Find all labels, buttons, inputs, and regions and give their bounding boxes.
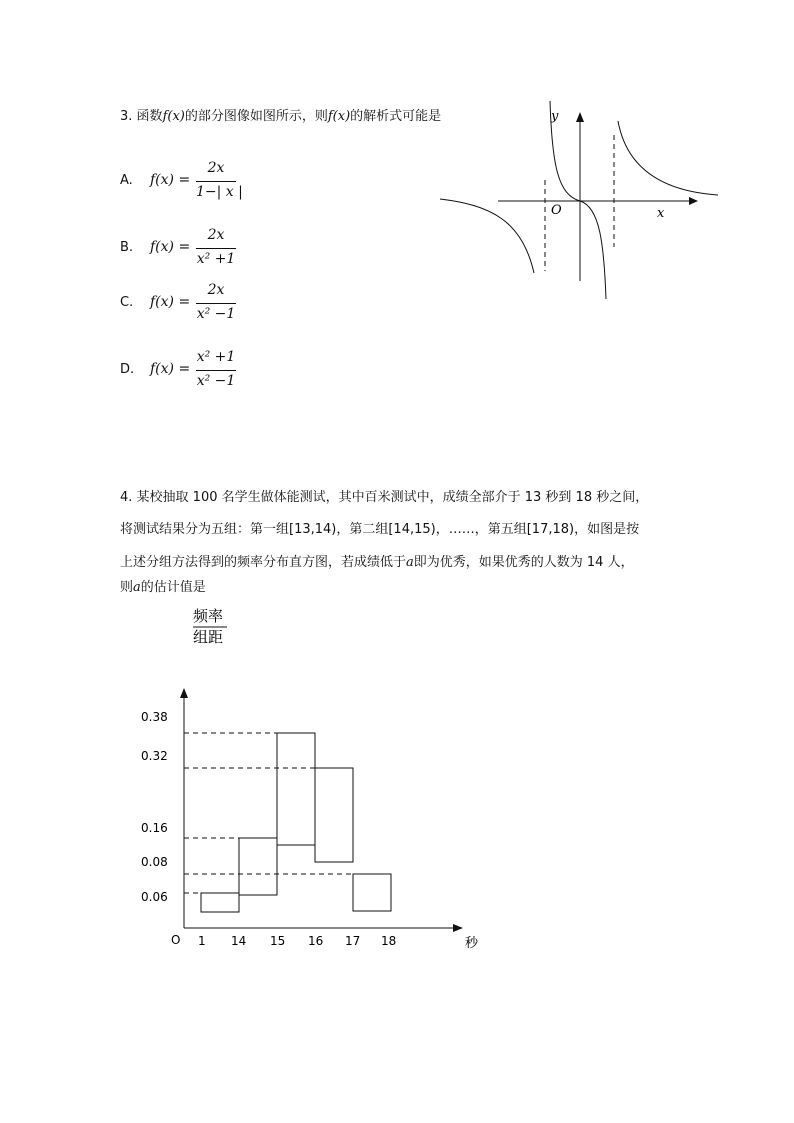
q3-option-a-fraction-bar [196, 181, 236, 182]
q3-fx-2: f(x) [327, 109, 351, 124]
q4-histogram [0, 600, 794, 960]
q4-chart-ytick-label: 0.08 [141, 855, 168, 869]
q4-line-2: 将测试结果分为五组：第一组[13,14)，第二组[14,15)，……，第五组[17,18)，如图是按 [120, 522, 640, 537]
q3-option-b-fraction-bar [196, 248, 236, 249]
q4-line-3-part2: 即为优秀，如果优秀的人数为 14 人， [413, 555, 634, 570]
q4-line-3-part1: 上述分组方法得到的频率分布直方图，若成绩低于 [120, 555, 407, 570]
q3-number: 3. [120, 109, 133, 124]
q4-chart-bar-4 [315, 768, 353, 862]
q3-graph-curve-middle [550, 101, 606, 299]
q3-graph-x-arrow [689, 197, 698, 205]
q4-chart-xtick-label: 14 [231, 934, 247, 948]
q4-chart-bar-3 [277, 733, 315, 845]
q4-chart-bar-5 [353, 874, 391, 911]
q4-chart-ytick-label: 0.38 [141, 710, 168, 724]
q3-stem-part1: 函数 [136, 109, 163, 124]
q3-option-a-letter: A. [120, 173, 133, 188]
q3-graph-curve-left [440, 199, 534, 273]
q3-option-b-numerator: 2x [207, 227, 225, 243]
q4-chart-xtick-label: 1 [198, 934, 206, 948]
q4-chart-x-arrow [453, 924, 463, 932]
q4-chart-ytick-label: 0.32 [141, 749, 168, 763]
q4-line-1: 4. 某校抽取 100 名学生做体能测试，其中百米测试中，成绩全部介于 13 秒到 18 秒之间， [120, 490, 649, 505]
q3-function-graph [430, 95, 730, 305]
q3-stem [120, 107, 441, 127]
q4-chart-ytick-label: 0.16 [141, 821, 168, 835]
q3-option-b-letter: B. [120, 240, 134, 255]
q4-chart-xtick-label: 15 [270, 934, 286, 948]
q3-option-d-fraction-bar [196, 370, 236, 371]
q4-chart-ytick-label: 0.06 [141, 890, 168, 904]
q3-option-c-denominator: x² −1 [196, 306, 236, 322]
q3-graph-y-label: y [551, 109, 559, 124]
q4-line-4-part1: 则 [120, 580, 134, 595]
q3-option-c-letter: C. [120, 295, 134, 310]
q3-option-b-lhs: f(x) = [150, 239, 191, 255]
q3-option-c-fraction [196, 282, 236, 326]
q3-stem-part2: 的部分图像如图所示，则 [184, 109, 328, 124]
q4-chart-xtick-label: 16 [308, 934, 324, 948]
q3-option-b-denominator: x² +1 [196, 251, 236, 267]
q3-graph-x-label: x [657, 206, 665, 221]
q3-option-d-numerator: x² +1 [196, 349, 236, 365]
q3-option-a-numerator: 2x [207, 160, 225, 176]
q3-option-b-fraction [196, 227, 236, 271]
q4-line-3 [120, 553, 634, 573]
q4-line-4 [120, 578, 206, 598]
q3-option-d-letter: D. [120, 362, 135, 377]
q3-option-d-lhs: f(x) = [150, 361, 191, 377]
q4-chart-xlabel: 秒 [465, 936, 479, 951]
q3-option-a-denominator: 1−| x | [196, 184, 243, 200]
q3-option-c-lhs: f(x) = [150, 294, 191, 310]
q4-chart-y-arrow [180, 688, 188, 698]
q4-chart-bar-1 [201, 893, 239, 912]
q4-line-4-part2: 的估计值是 [140, 580, 206, 595]
q3-option-a-lhs: f(x) = [150, 172, 191, 188]
q4-chart-bar-2 [239, 838, 277, 895]
q3-stem-part3: 的解析式可能是 [350, 109, 442, 124]
q4-chart-xtick-label: 17 [345, 934, 361, 948]
q4-var-a-2: a [133, 580, 141, 595]
q4-chart-ylabel-den: 组距 [193, 628, 224, 646]
q4-chart-xtick-label: 18 [381, 934, 397, 948]
q4-var-a-1: a [406, 555, 414, 570]
q4-chart-origin-label: O [171, 933, 181, 947]
q3-graph-origin-label: O [551, 203, 562, 218]
q3-option-d-fraction [196, 349, 236, 393]
q3-option-a-fraction [196, 160, 243, 204]
q3-graph-curve-right [618, 121, 718, 195]
q3-fx-1: f(x) [162, 109, 185, 124]
q3-option-c-numerator: 2x [207, 282, 225, 298]
q3-option-c-fraction-bar [196, 303, 236, 304]
q3-option-d-denominator: x² −1 [196, 373, 236, 389]
q4-chart-ylabel-num: 频率 [193, 607, 224, 625]
q3-graph-y-arrow [576, 112, 584, 122]
